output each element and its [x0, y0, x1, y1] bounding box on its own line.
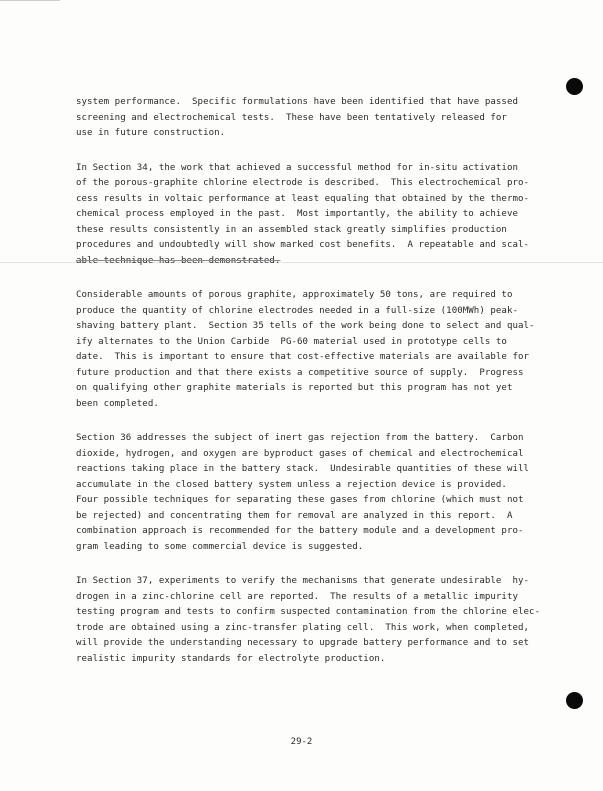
text-line: Considerable amounts of porous graphite, approximately 50 tons, are required to: [76, 290, 513, 300]
text-line: cess results in voltaic performance at least equaling that obtained by the thermo-: [76, 193, 530, 204]
text-line: on qualifying other graphite materials is reported but this program has not yet: [76, 383, 513, 393]
text-line: realistic impurity standards for electrolyte production.: [76, 653, 386, 664]
page-number: 29-2: [290, 737, 313, 747]
paragraph-section-34: [76, 161, 546, 270]
text-line: use in future construction.: [76, 128, 226, 138]
text-line: produce the quantity of chlorine electrodes needed in a full-size (100MWh) peak-: [76, 305, 518, 316]
text-line: In Section 37, experiments to verify the mechanisms that generate undesirable hy-: [76, 576, 530, 586]
paragraph-system-performance: [76, 95, 546, 142]
paragraph-section-36: [76, 431, 546, 555]
body-text: [76, 95, 546, 686]
text-line: In Section 34, the work that achieved a successful method for in-situ activation: [76, 162, 518, 173]
text-line: chemical process employed in the past. Most importantly, the ability to achieve: [76, 209, 518, 219]
text-line: of the porous-graphite chlorine electrode is described. This electrochemical pro-: [76, 178, 530, 188]
text-line: ify alternates to the Union Carbide PG-60 material used in prototype cells to: [76, 336, 507, 347]
text-line: gram leading to some commercial device is suggested.: [76, 541, 364, 552]
text-line: Section 36 addresses the subject of inert gas rejection from the battery. Carbon: [76, 433, 524, 443]
text-line: system performance. Specific formulations have been identified that have passed: [76, 97, 518, 107]
text-line: drogen in a zinc-chlorine cell are reported. The results of a metallic impurity: [76, 591, 518, 602]
binder-hole-top: [566, 78, 583, 95]
text-line: procedures and undoubtedly will show marked cost benefits. A repeatable and scal-: [76, 240, 530, 250]
text-line: combination approach is recommended for the battery module and a development pro-: [76, 526, 524, 536]
text-line: screening and electrochemical tests. These have been tentatively released for: [76, 112, 507, 123]
text-line: accumulate in the closed battery system unless a rejection device is provided.: [76, 479, 507, 490]
text-line: be rejected) and concentrating them for removal are analyzed in this report. A: [76, 510, 513, 521]
top-edge-rule: [0, 0, 60, 1]
text-line: been completed.: [76, 398, 159, 409]
paragraph-section-35: [76, 288, 546, 412]
text-line: date. This is important to ensure that cost-effective materials are available for: [76, 352, 530, 362]
text-line: will provide the understanding necessary to upgrade battery performance and to set: [76, 638, 530, 648]
text-line: reactions taking place in the battery stack. Undesirable quantities of these will: [76, 464, 530, 474]
paragraph-section-37: [76, 574, 546, 667]
text-line: shaving battery plant. Section 35 tells of the work being done to select and qual-: [76, 321, 535, 331]
text-line: Four possible techniques for separating these gases from chlorine (which must not: [76, 495, 524, 505]
binder-hole-bottom: [566, 692, 583, 709]
text-line: trode are obtained using a zinc-transfer plating cell. This work, when completed,: [76, 622, 530, 633]
text-line: future production and that there exists a competitive source of supply. Progress: [76, 367, 524, 378]
text-line: able technique has been demonstrated.: [76, 255, 281, 266]
text-line: dioxide, hydrogen, and oxygen are byproduct gases of chemical and electrochemical: [76, 448, 524, 459]
text-line: these results consistently in an assembled stack greatly simplifies production: [76, 224, 507, 235]
text-line: testing program and tests to confirm suspected contamination from the chlorine elec-: [76, 607, 541, 617]
